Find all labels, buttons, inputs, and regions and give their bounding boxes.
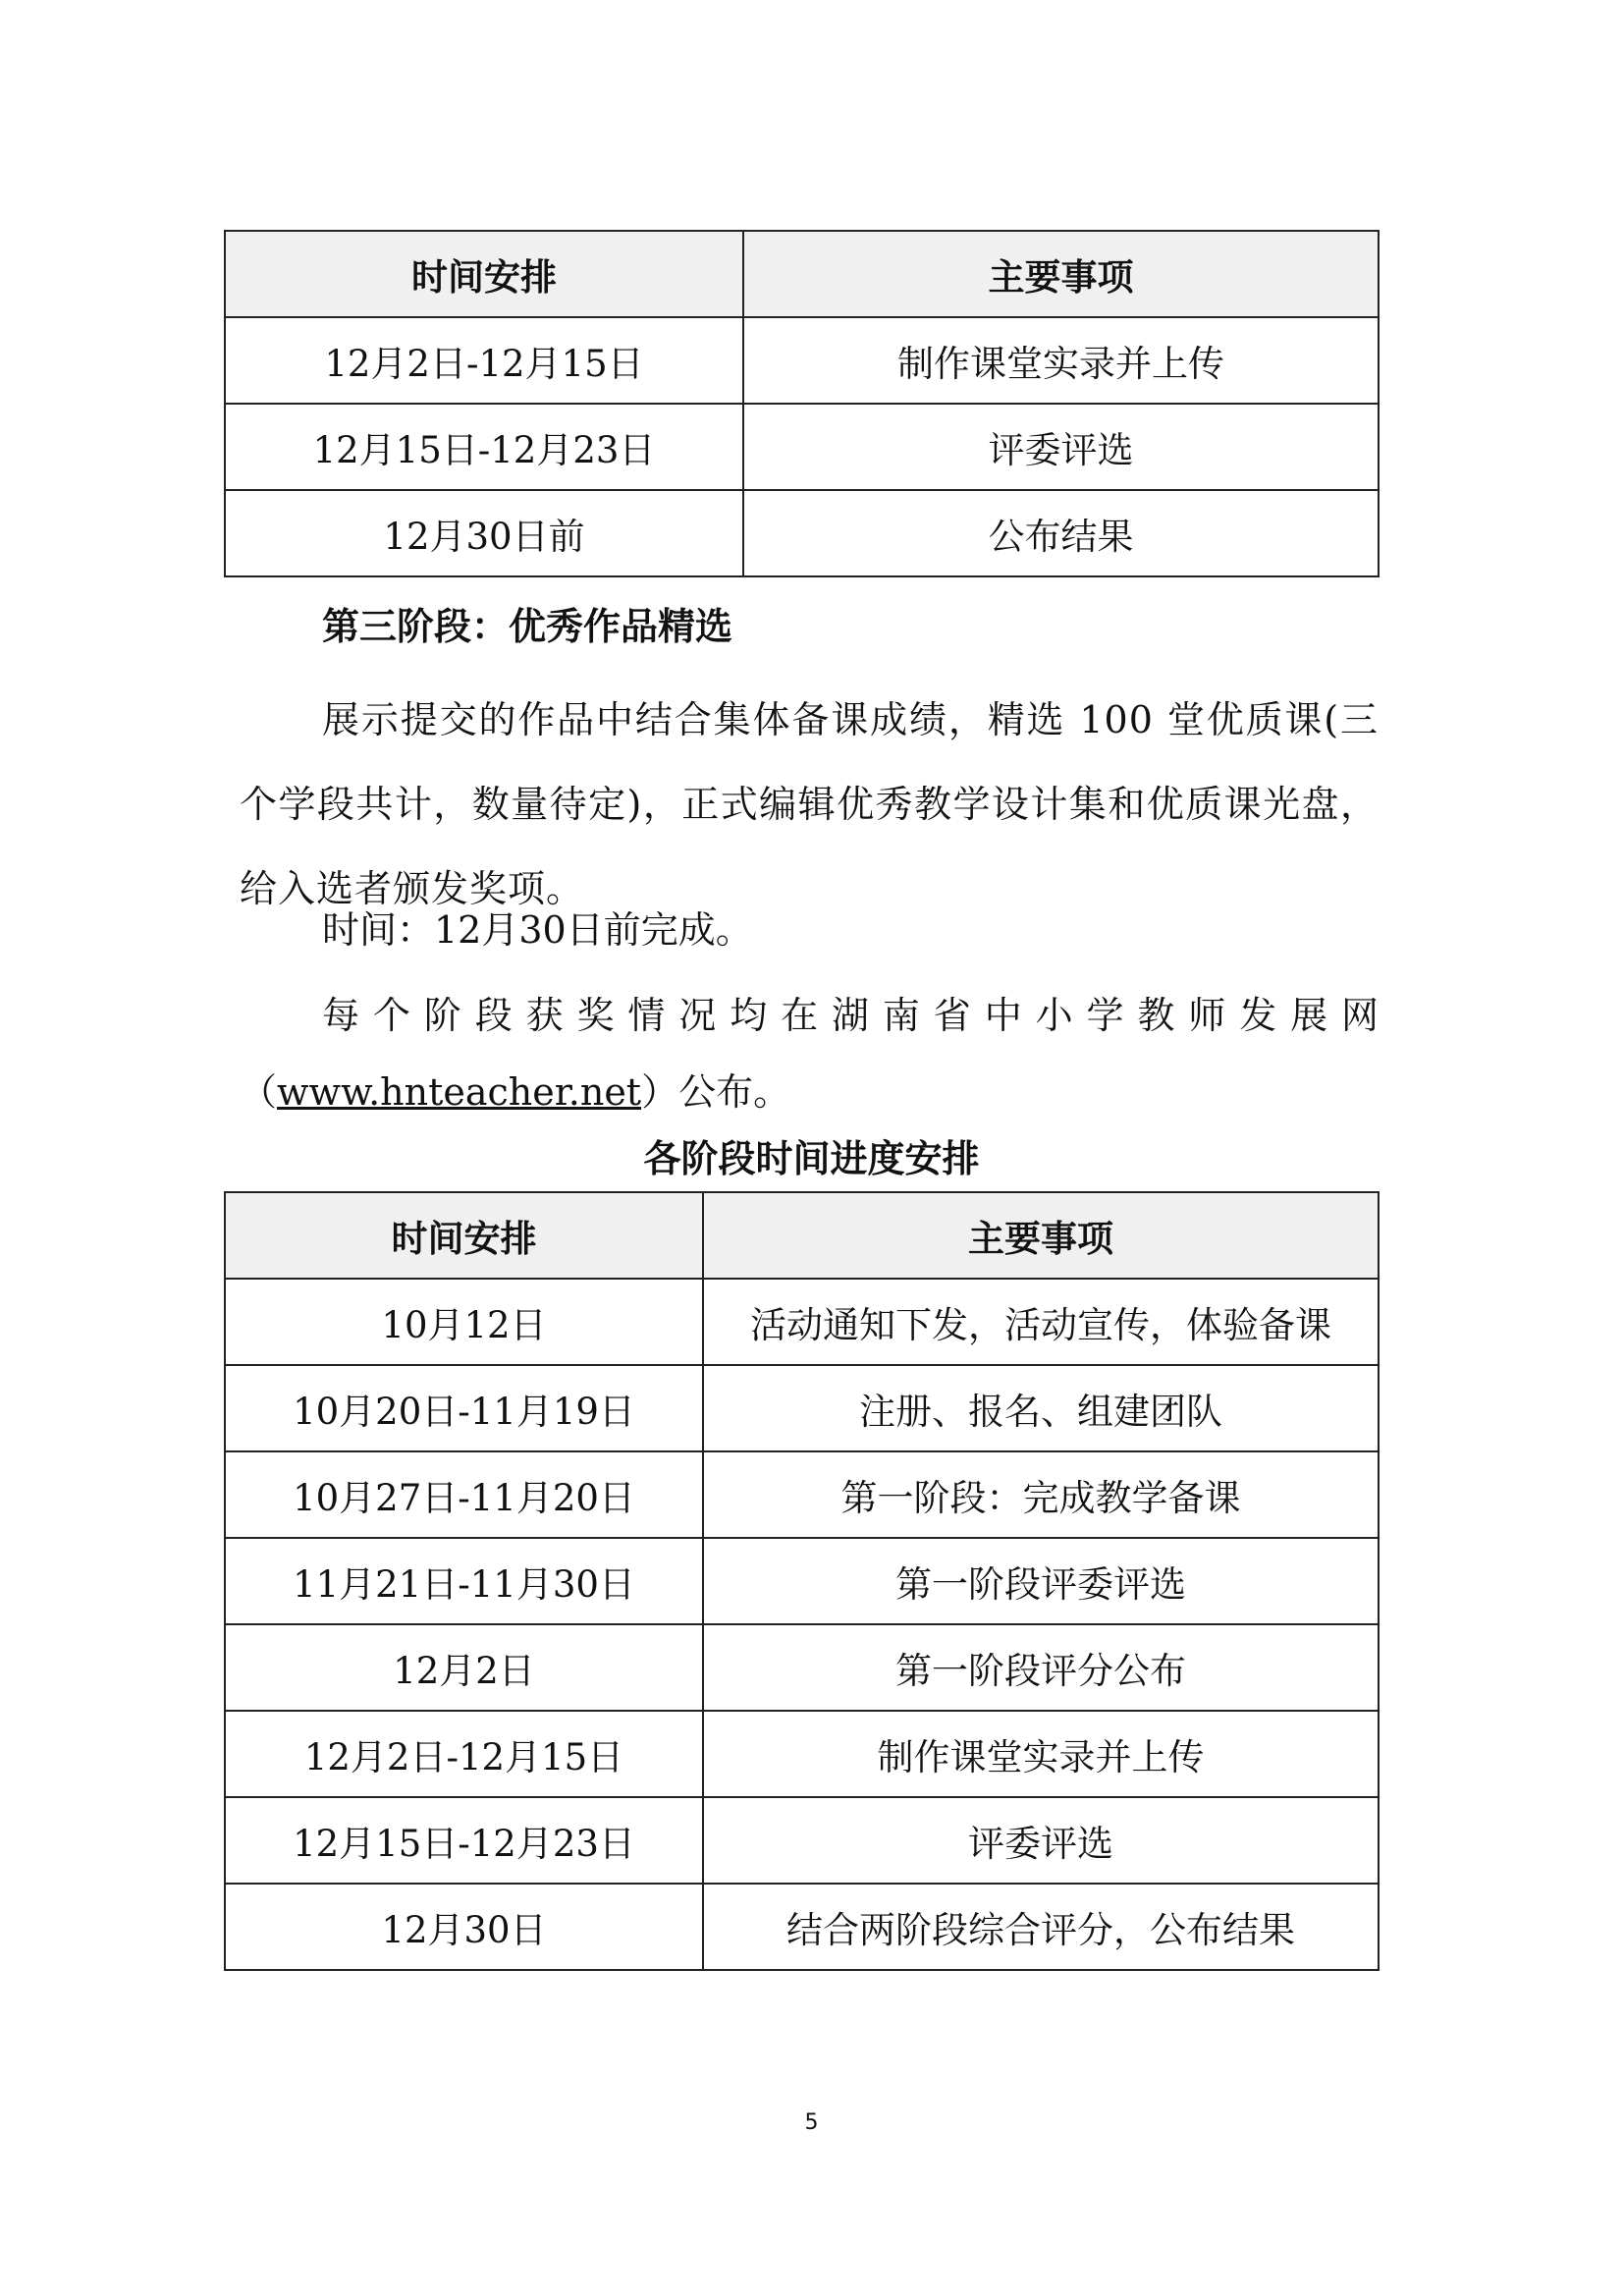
cell-item: 注册、报名、组建团队: [703, 1365, 1379, 1451]
column-header-item: 主要事项: [703, 1192, 1379, 1279]
table-row: [225, 1797, 1379, 1884]
table-row: [225, 1538, 1379, 1624]
cell-time: 12月30日: [225, 1884, 703, 1970]
page-number: 5: [804, 2110, 819, 2135]
table-row: [225, 1711, 1379, 1797]
cell-item: 活动通知下发，活动宣传，体验备课: [703, 1279, 1379, 1365]
cell-time: 12月30日前: [225, 490, 743, 576]
cell-time: 12月2日-12月15日: [225, 317, 743, 404]
column-header-time: 时间安排: [225, 231, 743, 317]
table-header-row: [225, 1192, 1379, 1279]
cell-item: 制作课堂实录并上传: [743, 317, 1379, 404]
cell-item: 结合两阶段综合评分，公布结果: [703, 1884, 1379, 1970]
notice-line-1: 每个阶段获奖情况均在湖南省中小学教师发展网: [322, 994, 1379, 1037]
section-paragraph: 展示提交的作品中结合集体备课成绩，精选 100 堂优质课(三个学段共计，数量待定)，正式编辑优秀教学设计集和优质课光盘，给入选者颁发奖项。: [240, 698, 1379, 910]
table-row: [225, 1365, 1379, 1451]
table-row: [225, 1624, 1379, 1711]
table-row: [225, 1451, 1379, 1538]
website-link[interactable]: www.hnteacher.net: [277, 1070, 642, 1114]
table-row: [225, 317, 1379, 404]
schedule-table-stage2: [224, 230, 1380, 577]
notice-close: ）公布。: [641, 1070, 791, 1114]
column-header-time: 时间安排: [225, 1192, 703, 1279]
time-line: 时间：12月30日前完成。: [322, 908, 753, 952]
table-row: [225, 490, 1379, 576]
cell-time: 12月2日: [225, 1624, 703, 1711]
table-row: [225, 404, 1379, 490]
column-header-item: 主要事项: [743, 231, 1379, 317]
cell-item: 制作课堂实录并上传: [703, 1711, 1379, 1797]
cell-item: 第一阶段评分公布: [703, 1624, 1379, 1711]
cell-item: 评委评选: [743, 404, 1379, 490]
table-row: [225, 1884, 1379, 1970]
cell-item: 第一阶段评委评选: [703, 1538, 1379, 1624]
table-title: 各阶段时间进度安排: [643, 1137, 980, 1180]
cell-time: 10月20日-11月19日: [225, 1365, 703, 1451]
cell-time: 12月15日-12月23日: [225, 404, 743, 490]
cell-time: 10月27日-11月20日: [225, 1451, 703, 1538]
notice-open-paren: （: [240, 1070, 278, 1114]
cell-time: 12月15日-12月23日: [225, 1797, 703, 1884]
cell-item: 第一阶段：完成教学备课: [703, 1451, 1379, 1538]
cell-item: 公布结果: [743, 490, 1379, 576]
cell-time: 12月2日-12月15日: [225, 1711, 703, 1797]
schedule-table-overall: [224, 1191, 1380, 1971]
cell-time: 10月12日: [225, 1279, 703, 1365]
section-heading: 第三阶段：优秀作品精选: [322, 605, 733, 648]
table-header-row: [225, 231, 1379, 317]
cell-time: 11月21日-11月30日: [225, 1538, 703, 1624]
table-row: [225, 1279, 1379, 1365]
notice-line-2: [240, 1068, 790, 1116]
cell-item: 评委评选: [703, 1797, 1379, 1884]
